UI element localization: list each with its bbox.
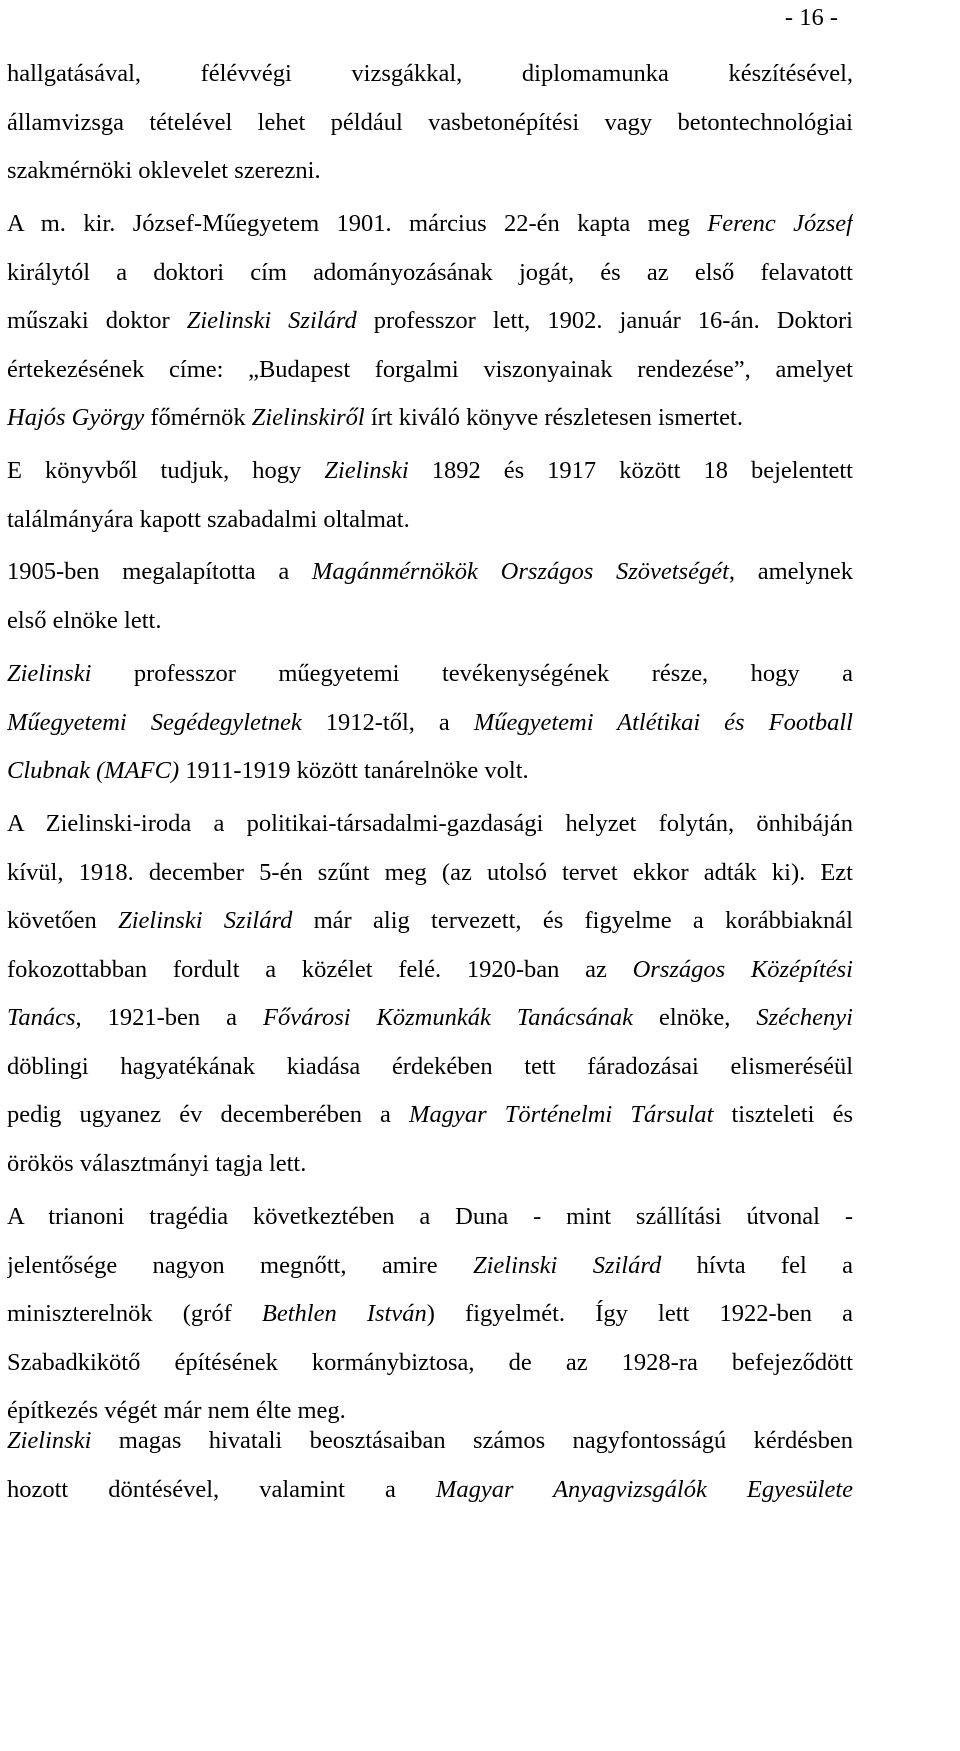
- text-run: első elnöke lett.: [7, 606, 162, 634]
- text-run: miniszterelnök (gróf: [7, 1300, 262, 1327]
- italic-text-run: Magánmérnökök Országos Szövetségét: [311, 558, 729, 585]
- italic-text-run: Magyar Anyagvizsgálók Egyesülete: [435, 1475, 853, 1503]
- text-run: örökös választmányi tagja lett.: [7, 1149, 307, 1177]
- text-line: [7, 1043, 853, 1092]
- text-line: [7, 1466, 853, 1515]
- text-line: [7, 99, 853, 148]
- text-line: [7, 1193, 853, 1242]
- text-line: [7, 1339, 853, 1388]
- italic-text-run: Zielinski: [324, 457, 409, 484]
- text-run: írt kiváló könyve részletesen ismertet.: [364, 404, 743, 431]
- italic-text-run: Műegyetemi Atlétikai és Football: [473, 708, 853, 736]
- text-line: [7, 394, 853, 443]
- text-line: [7, 994, 853, 1043]
- text-run: A trianoni tragédia következtében a Duna - mint szállítási útvonal -: [7, 1203, 853, 1230]
- italic-text-run: Zielinski Szilárd: [118, 907, 293, 934]
- italic-text-run: Zielinski: [7, 1427, 92, 1454]
- text-run: királytól a doktori cím adományozásának jogát, és az első felavatott: [7, 258, 853, 286]
- paragraph: [7, 50, 853, 196]
- text-line: [7, 800, 853, 849]
- text-run: A m. kir. József-Műegyetem 1901. március 22-én kapta meg: [7, 210, 708, 237]
- text-run: 1892 és 1917 között 18 bejelentett: [408, 457, 853, 484]
- text-run: hallgatásával, félévvégi vizsgákkal, diplomamunka készítésével,: [7, 60, 853, 87]
- text-run: kívül, 1918. december 5-én szűnt meg (az utolsó tervet ekkor adták ki). Ezt: [7, 858, 853, 886]
- text-run: Szabadkikötő építésének kormánybiztosa, de az 1928-ra befejeződött: [7, 1348, 853, 1376]
- text-run: jelentősége nagyon megnőtt, amire: [7, 1251, 473, 1279]
- text-run: ) figyelmét. Így lett 1922-ben a: [426, 1300, 853, 1327]
- text-run: magas hivatali beosztásaiban számos nagyfontosságú kérdésben: [91, 1427, 853, 1454]
- paragraph: [7, 1417, 853, 1514]
- text-line: [7, 849, 853, 898]
- text-line: [7, 699, 853, 748]
- text-run: építkezés végét már nem élte meg.: [7, 1397, 346, 1424]
- text-line: [7, 297, 853, 346]
- paragraph: [7, 800, 853, 1188]
- text-run: főmérnök: [144, 404, 252, 431]
- text-run: E könyvből tudjuk, hogy: [7, 457, 325, 484]
- text-run: 1912-től, a: [301, 708, 474, 736]
- italic-text-run: Hajós György: [7, 404, 145, 431]
- text-run: 1905-ben megalapította a: [7, 558, 312, 585]
- italic-text-run: Műegyetemi Segédegyletnek: [7, 708, 302, 736]
- paragraph: [7, 650, 853, 796]
- italic-text-run: Zielinski: [7, 660, 92, 687]
- text-run: elnöke,: [633, 1004, 757, 1031]
- text-run: fokozottabban fordult a közélet felé. 1920-ban az: [7, 955, 633, 983]
- text-run: találmányára kapott szabadalmi oltalmat.: [7, 505, 410, 533]
- text-run: hívta fel a: [661, 1251, 853, 1279]
- text-run: követően: [7, 907, 119, 934]
- text-line: [7, 249, 853, 298]
- text-run: szakmérnöki oklevelet szerezni.: [7, 157, 321, 184]
- text-line: [7, 548, 853, 597]
- text-run: értekezésének címe: „Budapest forgalmi viszonyainak rendezése”, amelyet: [7, 355, 853, 383]
- text-line: [7, 447, 853, 496]
- text-run: professzor lett, 1902. január 16-án. Doktori: [356, 307, 853, 334]
- text-line: [7, 1140, 853, 1189]
- italic-text-run: Tanács: [7, 1004, 76, 1031]
- text-line: [7, 747, 853, 796]
- text-run: , 1921-ben a: [75, 1004, 264, 1031]
- italic-text-run: Országos Középítési: [632, 955, 853, 983]
- text-line: [7, 597, 853, 646]
- page-number: - 16 -: [784, 4, 838, 31]
- text-line: [7, 346, 853, 395]
- paragraph: [7, 447, 853, 544]
- text-run: professzor műegyetemi tevékenységének része, hogy a: [91, 660, 853, 687]
- italic-text-run: Magyar Történelmi Társulat: [409, 1101, 714, 1128]
- italic-text-run: Bethlen István: [261, 1300, 427, 1327]
- paragraph: [7, 200, 853, 443]
- text-line: [7, 50, 853, 99]
- italic-text-run: Széchenyi: [756, 1004, 853, 1031]
- text-line: [7, 946, 853, 995]
- text-run: , amelynek: [728, 558, 853, 585]
- text-run: döblingi hagyatékának kiadása érdekében tett fáradozásai elismeréséül: [7, 1052, 853, 1080]
- text-run: államvizsga tételével lehet például vasbetonépítési vagy betontechnológiai: [7, 108, 853, 136]
- italic-text-run: Fővárosi Közmunkák Tanácsának: [263, 1004, 633, 1031]
- italic-text-run: Clubnak (MAFC): [7, 757, 180, 784]
- text-run: már alig tervezett, és figyelme a korábbiaknál: [292, 907, 853, 934]
- text-line: [7, 1290, 853, 1339]
- text-line: [7, 147, 853, 196]
- text-run: hozott döntésével, valamint a: [7, 1475, 436, 1503]
- text-line: [7, 496, 853, 545]
- text-run: A Zielinski-iroda a politikai-társadalmi-gazdasági helyzet folytán, önhibáján: [7, 810, 853, 837]
- text-line: [7, 1242, 853, 1291]
- text-line: [7, 1091, 853, 1140]
- text-line: [7, 200, 853, 249]
- italic-text-run: Zielinski Szilárd: [186, 307, 357, 334]
- text-line: [7, 650, 853, 699]
- italic-text-run: Zielinskiről: [251, 404, 365, 431]
- paragraph: [7, 548, 853, 645]
- text-run: pedig ugyanez év decemberében a: [7, 1101, 410, 1128]
- text-line: [7, 1417, 853, 1466]
- italic-text-run: Ferenc József: [707, 210, 853, 237]
- text-run: tiszteleti és: [713, 1101, 853, 1128]
- paragraph: [7, 1193, 853, 1436]
- text-line: [7, 897, 853, 946]
- text-run: 1911-1919 között tanárelnöke volt.: [179, 757, 529, 784]
- text-run: műszaki doktor: [7, 307, 187, 334]
- italic-text-run: Zielinski Szilárd: [472, 1251, 662, 1279]
